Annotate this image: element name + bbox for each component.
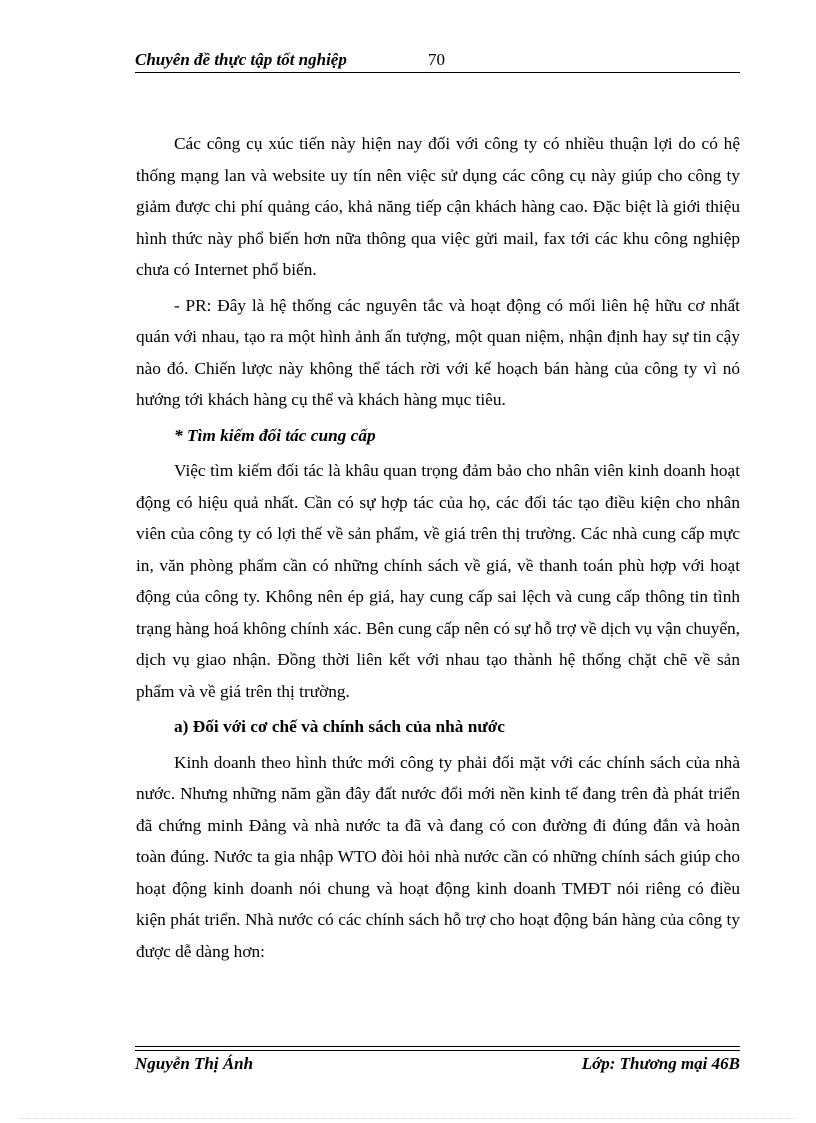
footer-class: Lớp: Thương mại 46B (581, 1054, 740, 1073)
section-heading-partners: * Tìm kiếm đối tác cung cấp (174, 425, 376, 445)
paragraph-partners: Việc tìm kiếm đối tác là khâu quan trọng đảm bảo cho nhân viên kinh doanh hoạt động có hiệu quả nhất. Cần có sự hợp tác của họ, các đối tác tạo điều kiện cho nhân viên của công ty có lợi thế về sản phẩm, về giá trên thị trường. Các nhà cung cấp mực in, văn phòng phẩm cần có những chính sách về giá, về thanh toán phù hợp với hoạt động của công ty. Không nên ép giá, hay cung cấp sai lệch và cung cấp thông tin tình trạng hàng hoá không chính xác. Bên cung cấp nên có sự hỗ trợ về dịch vụ vận chuyển, dịch vụ giao nhận. Đồng thời liên kết với nhau tạo thành hệ thống chặt chẽ về sản phẩm và về giá trên thị trường. (136, 461, 740, 701)
footer-divider (135, 1046, 740, 1051)
paragraph-promotion-tools: Các công cụ xúc tiến này hiện nay đối với công ty có nhiều thuận lợi do có hệ thống mạng lan và website uy tín nên việc sử dụng các công cụ này giúp cho công ty giảm được chi phí quảng cáo, khả năng tiếp cận khách hàng cao. Đặc biệt là giới thiệu hình thức này phổ biến hơn nữa thông qua việc gửi mail, fax tới các khu công nghiệp chưa có Internet phổ biến. (136, 134, 740, 279)
page-edge (20, 1118, 796, 1119)
paragraph-policy: Kinh doanh theo hình thức mới công ty phải đối mặt với các chính sách của nhà nước. Nhưng những năm gần đây đất nước đổi mới nền kinh tế đang trên đà phát triển đã chứng minh Đảng và nhà nước ta đã và đang có con đường đi đúng đắn và hoàn toàn đúng. Nước ta gia nhập WTO đòi hỏi nhà nước cần có những chính sách giúp cho hoạt động kinh doanh nói chung và hoạt động kinh doanh TMĐT nói riêng có điều kiện phát triển. Nhà nước có các chính sách hỗ trợ cho hoạt động bán hàng của công ty được dễ dàng hơn: (136, 752, 740, 961)
footer-author: Nguyễn Thị Ánh (135, 1054, 254, 1073)
page-header (135, 50, 740, 73)
document-title: Chuyên đề thực tập tốt nghiệp (135, 50, 347, 69)
page-number: 70 (428, 50, 445, 69)
page-body (136, 128, 740, 971)
paragraph-pr: - PR: Đây là hệ thống các nguyên tắc và hoạt động có mối liên hệ hữu cơ nhất quán với nhau, tạo ra một hình ảnh ấn tượng, một quan niệm, nhận định hay sự tin cậy nào đó. Chiến lược này không thể tách rời với kế hoạch bán hàng của công ty vì nó hướng tới khách hàng cụ thể và khách hàng mục tiêu. (136, 295, 740, 409)
section-heading-policy: a) Đối với cơ chế và chính sách của nhà nước (174, 717, 505, 736)
